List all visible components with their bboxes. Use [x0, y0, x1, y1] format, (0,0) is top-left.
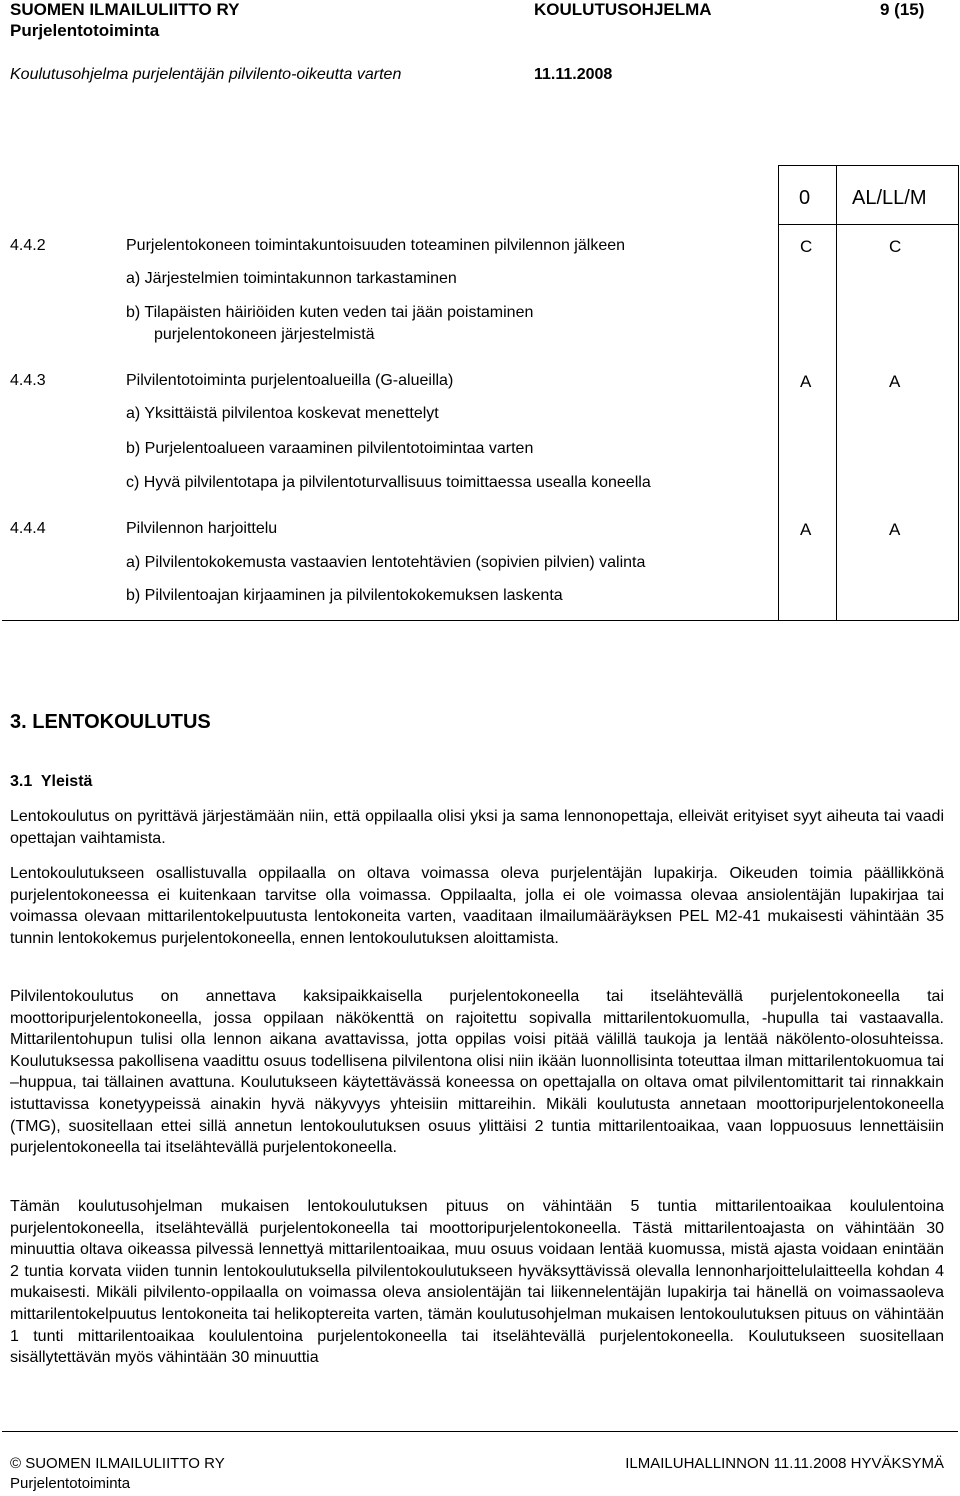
row-item: b) Purjelentoalueen varaaminen pilvilentotoimintaa varten	[126, 440, 534, 457]
paragraph: Pilvilentokoulutus on annettava kaksipaikkaisella purjelentokoneella tai itselähtevällä purjelentokoneella tai moottoripurjelentokoneella, jossa oppilaan näkökenttä on rajoitettu sopivalla mittarilentokuomulla, -hupulla tai vastaavalla. Mittarilentohupun tulisi olla lennon aikana avattavissa, jotta oppilas voisi pitää välillä taukoja ja lentää näkölento-olosuhteissa. Koulutuksessa pakollisena vaadittu osuus todellisena pilvilentona olisi niin ikään luonnollisinta toteuttaa ilman mittarilentokuomua tai –huppua, tai tällainen avattuna. Koulutukseen käytettävässä koneessa on opettajalla on oltava omat pilvilentomittarit tai rinnakkain istuttavissa konetyypeissä ainakin hyvä näkyvyys yhteisiin mittareihin. Mikäli koulutusta annetaan moottoripurjelentokoneella (TMG), suositellaan ettei sillä annetun lentokoulutuksen osuus ylittäisi 2 tuntia mittarilentoaikaa, vaan loppuosuus lennettäisiin purjelentokoneella tai itselähtevällä purjelentokoneella.	[10, 988, 944, 1157]
row-col1: A	[800, 372, 812, 391]
row-number: 4.4.3	[10, 372, 46, 389]
col-header-0: 0	[799, 187, 811, 209]
table-border-header	[778, 224, 959, 225]
table-border-bottom	[2, 620, 959, 621]
row-col2: A	[889, 520, 901, 539]
section-heading: 3. LENTOKOULUTUS	[10, 711, 211, 733]
row-col1: A	[800, 520, 812, 539]
paragraph: Tämän koulutusohjelman mukaisen lentokoulutuksen pituus on vähintään 5 tuntia mittarilentoaikaa koululentoina purjelentokoneella, itselähtevällä purjelentokoneella tai moottoripurjelentokoneella. Tästä mittarilentoajasta on vähintään 30 minuuttia oltava oikeassa pilvessä lennettyä mittarilentoaikaa, muu osuus voidaan lentää kuomussa, mistä ajasta voidaan enintään 2 tuntia korvata viiden tunnin lentokoulutuksella pilvilentokoulutukseen hyväksyttävissä olevalla lennonharjoittelulaitteella kohdan 4 mukaisesti. Mikäli pilvilento-oppilaalla on voimassa oleva ansiolentäjän tai liikennelentäjän lupakirja tai hänellä on voimassaoleva mittarilentokelpuutus lentokoneita tai helikoptereita varten, tämän koulutusohjelman mukaisen lentokoulutuksen pituus on vähintään 1 tunti mittarilentoaikaa koululentoina purjelentokoneella tai itselähtevällä purjelentokoneella. Koulutukseen suositellaan sisällytettävän myös vähintään 30 minuuttia	[10, 1198, 944, 1367]
footer-section: Purjelentotoiminta	[10, 1475, 131, 1492]
row-number: 4.4.2	[10, 237, 46, 254]
row-item: b) Pilvilentoajan kirjaaminen ja pilvilentokokemuksen laskenta	[126, 587, 563, 604]
footer-approval: ILMAILUHALLINNON 11.11.2008 HYVÄKSYMÄ	[625, 1455, 944, 1472]
footer-copyright: © SUOMEN ILMAILULIITTO RY	[10, 1455, 225, 1472]
row-item: a) Yksittäistä pilvilentoa koskevat menettelyt	[126, 405, 439, 422]
row-item-continuation: purjelentokoneen järjestelmistä	[154, 326, 375, 343]
row-col2: C	[889, 237, 902, 256]
row-col2: A	[889, 372, 901, 391]
paragraph: Lentokoulutus on pyrittävä järjestämään niin, että oppilaalla olisi yksi ja sama lennonopettaja, elleivät erityiset syyt aiheuta tai vaadi opettajan vaihtamista.	[10, 808, 944, 847]
row-item: a) Pilvilentokokemusta vastaavien lentotehtävien (sopivien pilvien) valinta	[126, 554, 646, 571]
row-title: Purjelentokoneen toimintakuntoisuuden toteaminen pilvilennon jälkeen	[126, 237, 626, 254]
header-date: 11.11.2008	[534, 66, 613, 83]
table-divider-3	[958, 165, 959, 621]
header-section: Purjelentotoiminta	[10, 21, 160, 40]
row-title: Pilvilennon harjoittelu	[126, 520, 278, 537]
header-subtitle: Koulutusohjelma purjelentäjän pilvilento-oikeutta varten	[10, 66, 402, 83]
row-col1: C	[800, 237, 813, 256]
row-item: b) Tilapäisten häiriöiden kuten veden tai jään poistaminen	[126, 304, 534, 321]
footer-rule	[2, 1431, 958, 1432]
subsection-heading: 3.1 Yleistä	[10, 773, 93, 790]
header-org: SUOMEN ILMAILULIITTO RY	[10, 0, 240, 19]
table-divider-2	[836, 165, 837, 621]
col-header-al-ll-m: AL/LL/M	[852, 187, 927, 209]
table-divider-1	[778, 165, 779, 621]
paragraph: Lentokoulutukseen osallistuvalla oppilaalla on oltava voimassa oleva purjelentäjän lupakirja. Oikeuden toimia päällikkönä purjelentokoneessa ei kuitenkaan tarvitse olla voimassa. Oppilaalta, jolla ei ole voimassa olevaa ansiolentäjän lupakirjaa tai voimassa olevaan mittarilentokelpuutusta lentokoneita varten, vaaditaan ilmailumääräyksen PEL M2-41 mukaisesti vähintään 35 tunnin lentokokemus purjelentokoneella, ennen lentokoulutuksen aloittamista.	[10, 865, 944, 947]
header-doc-type: KOULUTUSOHJELMA	[534, 0, 712, 19]
table-border-top	[778, 165, 959, 166]
row-title: Pilvilentotoiminta purjelentoalueilla (G-alueilla)	[126, 372, 454, 389]
row-item: a) Järjestelmien toimintakunnon tarkastaminen	[126, 270, 457, 287]
row-number: 4.4.4	[10, 520, 46, 537]
row-item: c) Hyvä pilvilentotapa ja pilvilentoturvallisuus toimittaessa usealla koneella	[126, 474, 651, 491]
header-page-number: 9 (15)	[880, 0, 925, 19]
